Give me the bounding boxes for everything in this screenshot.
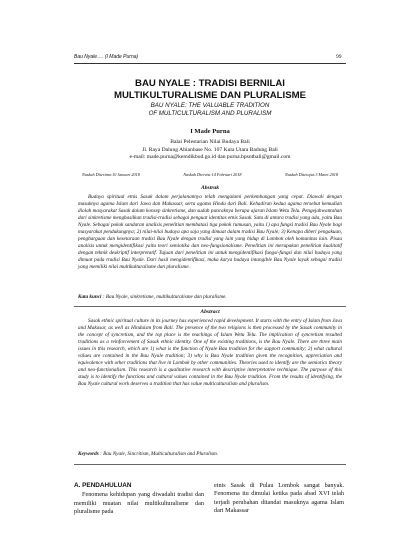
abstract-keywords-label: Keywords [78, 451, 99, 457]
title-line-2: MULTIKULTURALISME DAN PLURALISME [113, 89, 307, 101]
email: e-mail: made.purna@kemdikbud.go.id dan purna.bpsntbali@gmail.com [129, 154, 291, 161]
date-revised: Naskah Direvisi:14 Februari 2018 [183, 172, 242, 177]
author-name: I Made Purna [190, 128, 230, 135]
page-number: 99 [336, 54, 342, 60]
affiliation: Balai Pelestarian Nilai Budaya Bali [170, 139, 250, 145]
body-column-right [214, 482, 344, 515]
abstrak-keywords-text: : Bau Nyale, sinkretisme, multikulturalisme dan pluralisme. [102, 294, 227, 300]
submission-dates [74, 172, 346, 177]
author-affiliation-block [74, 139, 346, 162]
intro-paragraph-right: etnis Sasak di Pulau Lombok sangat banyak. Fenomena itu dimulai ketika pada abad XVI telah terjadi perubahan ditandai masuknya agama Islam dari Makassar [214, 482, 344, 514]
abstrak-heading: Abstrak [200, 185, 220, 191]
title-line-1: BAU NYALE : TRADISI BERNILAI [135, 78, 285, 89]
abstrak-keywords-label: Kata kunci [78, 294, 102, 300]
abstract-separator [74, 306, 346, 307]
abstract-keywords-text: : Bau Nyale, Sincritism, Multiculturalism and Pluralism. [100, 451, 219, 457]
abstrak-body: Budaya spiritual etnis Sasak dalam perjalanannya telah mengalami perkembangan yang cepat. Diawali dengan masuknya agama Islam dari Jawa dan Makassar, serta agama Hindu dari Bali. Kehadiran kedua agama tersebut kemudian diolah masyarakat Sasak dalam konsep sinkretisme, dan sudah puncaknya berupa ajaran Islam Wetu Telu. Pengejahwantahan dari sinkretisme menghasilkan tradisi-tradisi sebagai penguat identitas etnis Sasak. Satu di antara tradisi yang ada, yaitu Bau Nyale. Sebagai pokok sandaran analisis penelitian membatasi tiga pokok rumusan, yaitu 1) apa fungsi tradisi Bau Nyale bagi masyarakat pendukungnya; 2) nilai-nilai budaya apa saja yang dimuat dalam tradisi Bau Nyale; 3) Kenapa diberi pengakuan, penghargaan dan kesetaraan tradisi Bau Nyale dengan tradisi yang lain yang hidup di Lombok oleh komunitas lain. Pisau analisis untuk mengidentifikasi yaitu teori semiotika dan neo-fungsionalisme. Penelitian ini merupakan penelitian kualitatif dengan teknik deskriptif interpretatif. Tujuan dari penelitian ini untuk mengidentifikasi fungsi-fungsi dan nilai budaya yang dimuat pada tradisi Bau Nyale. Dari hasil mengidentifikasi, maka karya budaya intangible Bau Nyale layak sebagai tradisi yang memiliki nilai multikulturalisme dan pluralisme. [78, 194, 342, 270]
abstrak-keywords [78, 294, 342, 300]
date-received: Naskah Diterima:10 Januari 2018 [82, 172, 140, 177]
abstract-body: Sasak ethnic spiritual culture in its journey has experienced rapid development. It starts with the entry of Islam from Java and Makasar, as well as Hinduism from Bali. The presence of the two religions is then processed by the Sasak community in the concept of syncretism, and the top place is the teachings of Islam Wetu Telu. The implication of syncretism resulted traditions as a reinforcement of Sasak ethnic identity. One of the existing traditions, is the Bau Nyale. There are three main issues in this research, which are 1) what is the function of Nyale Bau tradition for the support community; 2) what cultural values are contained in the Bau Nyale tradition; 3) why is Bau Nyale tradition given the recognition, appreciation and equivalence with other traditions that live in Lombok by other communities. Theories used to identify are the semiotics theory and neo-functionalism. This research is a qualitative research with descriptive interpretative technique. The purpose of this study is to identify the functions and cultural values contained in the Bau Nyale tradition. From the results of identifying, the Bau Nyale cultural work deserves a tradition that has value multiculturalism and pluralism. [78, 318, 342, 387]
paper-title [74, 78, 346, 102]
abstract-keywords [78, 451, 342, 457]
header-rule [74, 63, 346, 64]
paper-title-english [74, 102, 346, 118]
title-en-line-2: OF MULTICULTURALISM AND PLURALISM [148, 110, 272, 117]
running-head: Bau Nyale…. (I Made Purna) [74, 54, 139, 60]
date-accepted: Naskah Disetujui:3 Maret 2018 [285, 172, 338, 177]
intro-paragraph-left: Fenomena kehidupan yang diwadahi tradisi dan memiliki muatan nilai multikulturalisme dan pluralisme pada [74, 491, 204, 515]
abstract-heading: Abstract [200, 309, 220, 315]
body-separator [74, 464, 346, 465]
title-en-line-1: BAU NYALE: THE VALUABLE TRADITION [150, 102, 270, 109]
section-heading: A. PENDAHULUAN [74, 482, 132, 489]
body-column-left [74, 482, 204, 516]
address: Jl. Raya Dalung Abianbase No. 107 Kuta Utara Badung Bali [142, 146, 278, 153]
